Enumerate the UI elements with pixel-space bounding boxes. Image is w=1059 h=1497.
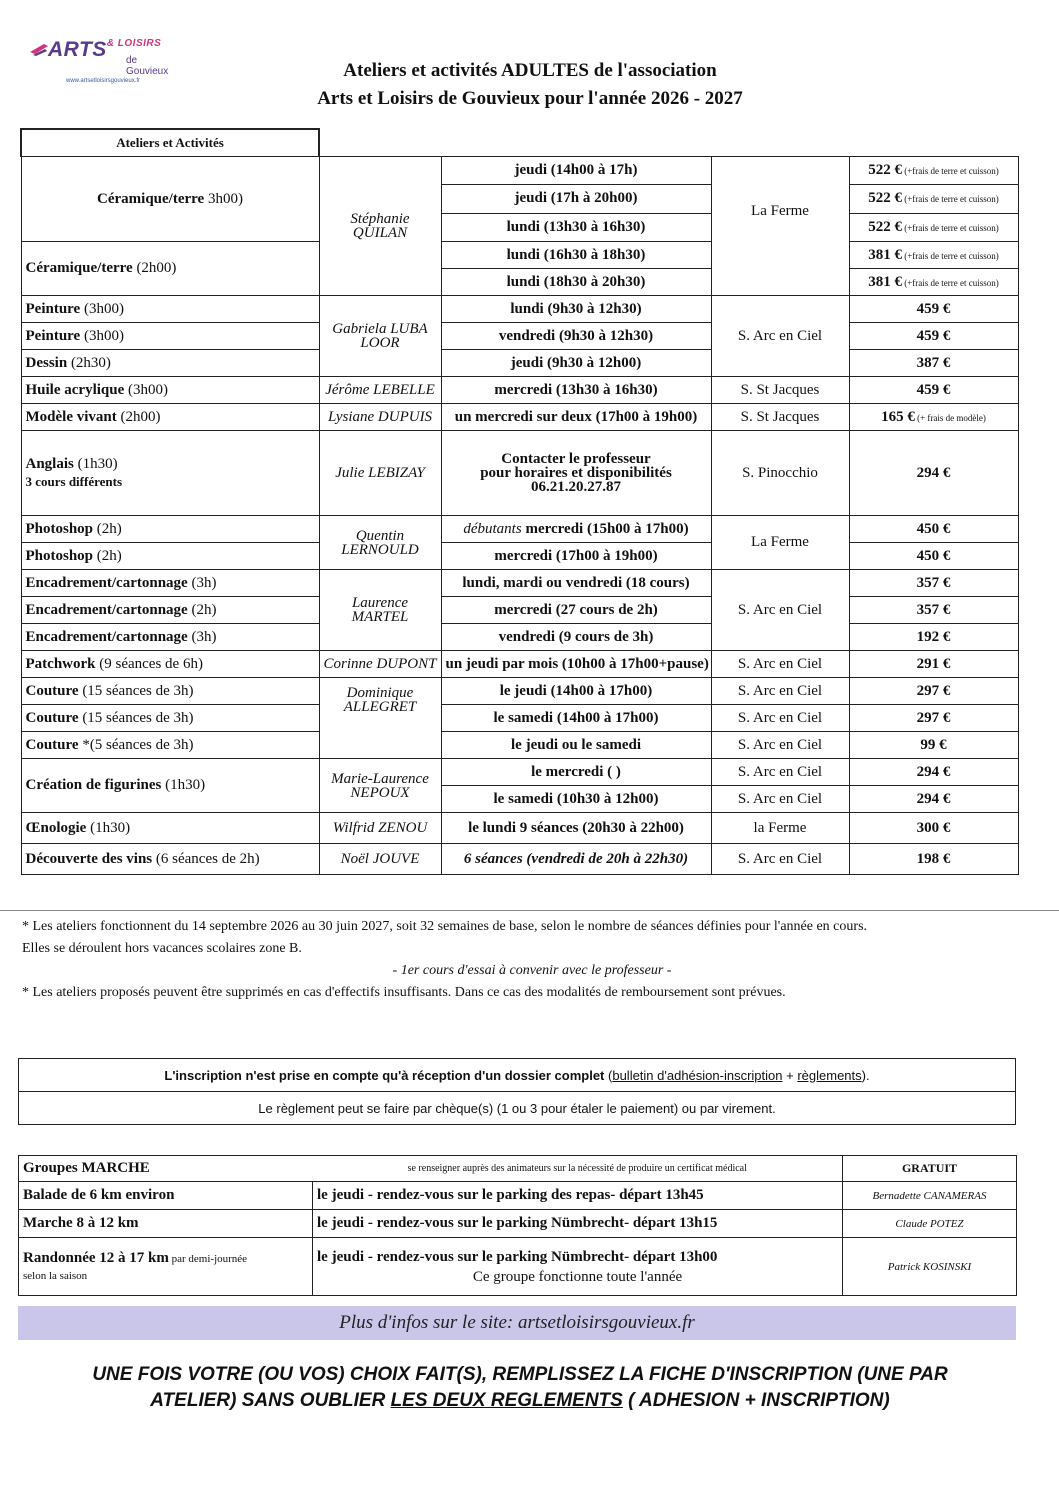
note-trial: - 1er cours d'essai à convenir avec le professeur -: [392, 963, 672, 978]
table-row: Modèle vivant (2h00) Lysiane DUPUIS un mercredi sur deux (17h00 à 19h00) S. St Jacques 165 € (+ frais de modèle): [21, 404, 1018, 431]
website-banner[interactable]: Plus d'infos sur le site: artsetloisirsgouvieux.fr: [18, 1306, 1016, 1340]
logo: [30, 38, 180, 88]
table-row: Couture (15 séances de 3h) le samedi (14h00 à 17h00) S. Arc en Ciel 297 €: [21, 705, 1018, 732]
table-row: lundi (13h30 à 16h30) 522 € (+frais de terre et cuisson): [21, 213, 1018, 241]
table-row: Œnologie (1h30) Wilfrid ZENOU le lundi 9 séances (20h30 à 22h00) la Ferme 300 €: [21, 813, 1018, 844]
table-row: Céramique/terre (2h00) lundi (16h30 à 18h30) 381 € (+frais de terre et cuisson): [21, 242, 1018, 269]
table-row: Marche 8 à 12 km le jeudi - rendez-vous sur le parking Nümbrecht- départ 13h15 Claude POTEZ: [19, 1210, 1017, 1238]
table-row: Découverte des vins (6 séances de 2h) Noël JOUVE 6 séances (vendredi de 20h à 22h30) S. Arc en Ciel 198 €: [21, 844, 1018, 875]
table-row: Couture (15 séances de 3h) Dominique ALLEGRET le jeudi (14h00 à 17h00) S. Arc en Ciel 297 €: [21, 678, 1018, 705]
table-row: Création de figurines (1h30) Marie-Laurence NEPOUX le mercredi ( ) S. Arc en Ciel 294 €: [21, 759, 1018, 786]
location-cell: La Ferme: [711, 516, 849, 570]
location-cell: La Ferme: [711, 157, 849, 296]
page-title-line1: Ateliers et activités ADULTES de l'association: [343, 60, 717, 81]
table-row: Encadrement/cartonnage (2h) mercredi (27 cours de 2h) 357 €: [21, 597, 1018, 624]
footer-instructions: UNE FOIS VOTRE (OU VOS) CHOIX FAIT(S), REMPLISSEZ LA FICHE D'INSCRIPTION (UNE PAR ATELIER) SANS OUBLIER LES DEUX REGLEMENTS ( ADHESION + INSCRIPTION): [92, 1364, 948, 1411]
location-cell: S. Arc en Ciel: [711, 296, 849, 377]
table-row: Anglais (1h30) 3 cours différents Julie LEBIZAY Contacter le professeur pour horaires et disponibilités 06.21.20.27.87 S. Pinocchio 294 €: [21, 431, 1018, 516]
location-cell: S. Arc en Ciel: [711, 570, 849, 651]
inscription-line2: Le règlement peut se faire par chèque(s) (1 ou 3 pour étaler le paiement) ou par virement.: [19, 1092, 1016, 1125]
table-row: Encadrement/cartonnage (3h) Laurence MARTEL lundi, mardi ou vendredi (18 cours) S. Arc en Ciel 357 €: [21, 570, 1018, 597]
note-holidays: Elles se déroulent hors vacances scolaires zone B.: [22, 941, 302, 956]
table-row: jeudi (17h à 20h00) 522 € (+frais de terre et cuisson): [21, 185, 1018, 213]
inscription-box: [18, 1058, 1016, 1125]
page-title-line2: Arts et Loisirs de Gouvieux pour l'année 2026 - 2027: [317, 88, 743, 109]
table-row: le samedi (10h30 à 12h00) S. Arc en Ciel 294 €: [21, 786, 1018, 813]
teacher-cell: Quentin LERNOULD: [319, 516, 441, 570]
logo-text: $ARTS^{\& LOISIRS}$: [48, 38, 162, 61]
table-row: Balade de 6 km environ le jeudi - rendez-vous sur le parking des repas- départ 13h45 Bernadette CANAMERAS: [19, 1182, 1017, 1210]
table-row: Huile acrylique (3h00) Jérôme LEBELLE mercredi (13h30 à 16h30) S. St Jacques 459 €: [21, 377, 1018, 404]
table-row: Randonnée 12 à 17 km par demi-journée selon la saison le jeudi - rendez-vous sur le parking Nümbrecht- départ 13h00 Ce groupe fonctionne toute l'année Patrick KOSINSKI: [19, 1238, 1017, 1296]
note-dates: * Les ateliers fonctionnent du 14 septembre 2026 au 30 juin 2027, soit 32 semaines de base, selon le nombre de séances définies pour l'année en cours.: [22, 919, 868, 934]
teacher-cell: Laurence MARTEL: [319, 570, 441, 651]
activities-table: [20, 128, 1019, 875]
teacher-cell: Marie-Laurence NEPOUX: [319, 759, 441, 813]
table-row: Encadrement/cartonnage (3h) vendredi (9 cours de 3h) 192 €: [21, 624, 1018, 651]
note-cancel: * Les ateliers proposés peuvent être supprimés en cas d'effectifs insuffisants. Dans ce cas des modalités de remboursement sont prévues.: [22, 985, 786, 1000]
table-row: Peinture (3h00) Gabriela LUBA LOOR lundi (9h30 à 12h30) S. Arc en Ciel 459 €: [21, 296, 1018, 323]
logo-url[interactable]: www.artsetloisirsgouvieux.fr: [66, 78, 141, 84]
teacher-cell: Dominique ALLEGRET: [319, 678, 441, 759]
table-row: Dessin (2h30) jeudi (9h30 à 12h00) 387 €: [21, 350, 1018, 377]
walk-header: Groupes MARCHE: [19, 1156, 313, 1182]
table-row: Peinture (3h00) vendredi (9h30 à 12h30) 459 €: [21, 323, 1018, 350]
table-row: Couture *(5 séances de 3h) le jeudi ou le samedi S. Arc en Ciel 99 €: [21, 732, 1018, 759]
table-header: Ateliers et Activités: [21, 129, 319, 157]
logo-subtext: de Gouvieux: [126, 55, 169, 77]
table-row: Photoshop (2h) Quentin LERNOULD débutants mercredi (15h00 à 17h00) La Ferme 450 €: [21, 516, 1018, 543]
walk-gratuit: GRATUIT: [843, 1156, 1017, 1182]
inscription-line1: L'inscription n'est prise en compte qu'à réception d'un dossier complet (bulletin d'adhésion-inscription + règlements).: [19, 1059, 1016, 1092]
walking-groups-table: [18, 1155, 1017, 1296]
logo-swoosh-icon: [30, 42, 48, 56]
table-row: lundi (18h30 à 20h30) 381 € (+frais de terre et cuisson): [21, 269, 1018, 296]
notes-section: [22, 916, 1042, 1004]
table-row: Photoshop (2h) mercredi (17h00 à 19h00) 450 €: [21, 543, 1018, 570]
walk-info: se renseigner auprès des animateurs sur la nécessité de produire un certificat médical: [313, 1156, 843, 1182]
table-row: Patchwork (9 séances de 6h) Corinne DUPONT un jeudi par mois (10h00 à 17h00+pause) S. Arc en Ciel 291 €: [21, 651, 1018, 678]
teacher-cell: Stéphanie QUILAN: [319, 157, 441, 296]
teacher-cell: Gabriela LUBA LOOR: [319, 296, 441, 377]
table-row: Céramique/terre 3h00) Stéphanie QUILAN jeudi (14h00 à 17h) La Ferme 522 € (+frais de terre et cuisson): [21, 157, 1018, 185]
